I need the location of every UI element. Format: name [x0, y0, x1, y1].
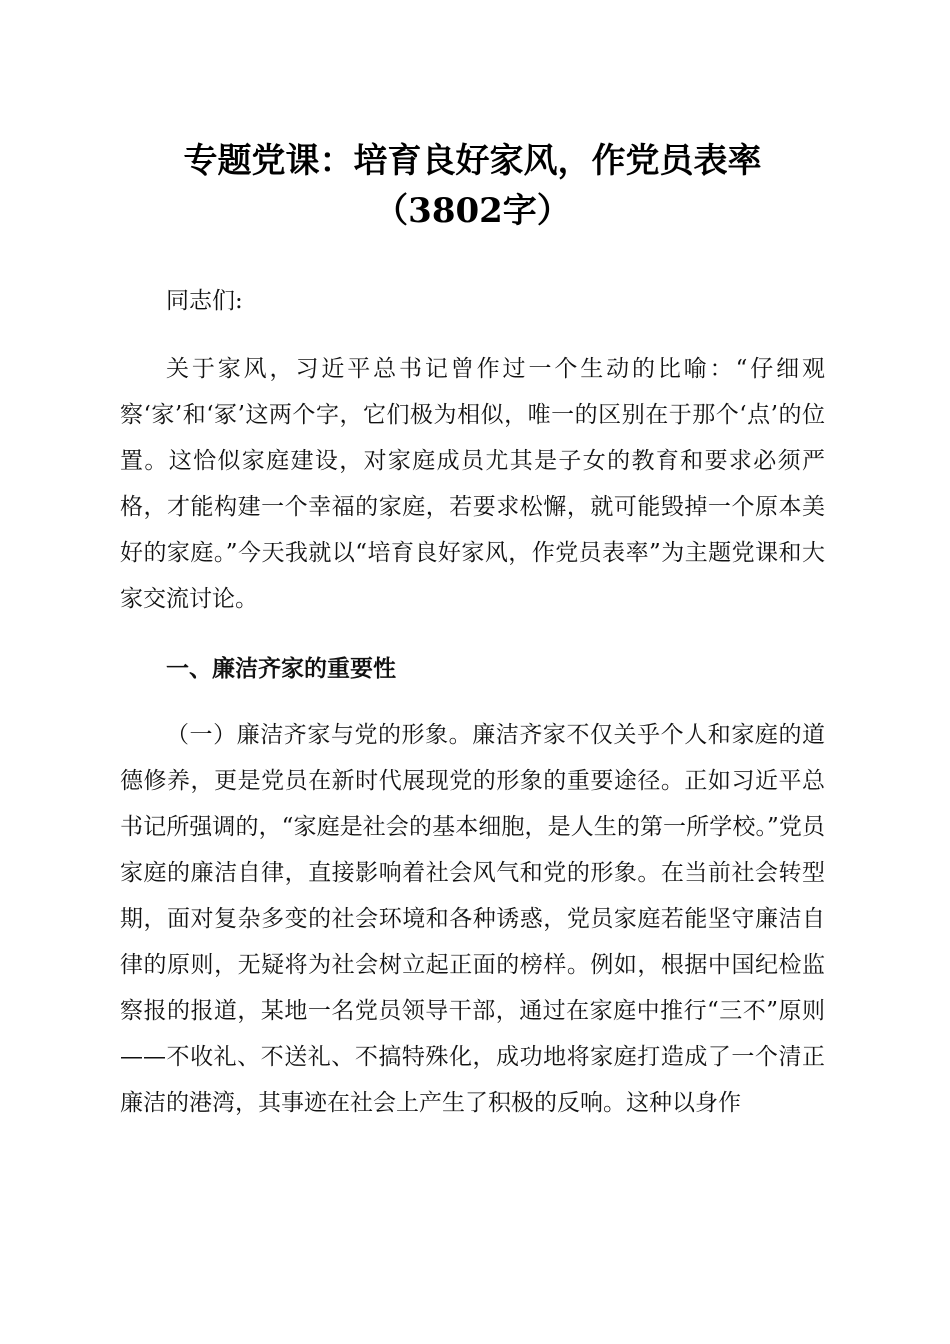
section-heading: 一、廉洁齐家的重要性	[166, 656, 396, 682]
document-title: 专题党课：培育良好家风，作党员表率（3802字）	[183, 141, 762, 231]
intro-paragraph: 关于家风，习近平总书记曾作过一个生动的比喻：“仔细观察‘家’和‘冢’这两个字，它们极为相似，唯一的区别在于那个‘点’的位置。这恰似家庭建设，对家庭成员尤其是子女的教育和要求必须严格，才能构建一个幸福的家庭，若要求松懈，就可能毁掉一个原本美好的家庭。”今天我就以“培育良好家风，作党员表率”为主题党课和大家交流讨论。	[120, 356, 825, 612]
body-paragraph: （一）廉洁齐家与党的形象。廉洁齐家不仅关乎个人和家庭的道德修养，更是党员在新时代展现党的形象的重要途径。正如习近平总书记所强调的，“家庭是社会的基本细胞，是人生的第一所学校。”党员家庭的廉洁自律，直接影响着社会风气和党的形象。在当前社会转型期，面对复杂多变的社会环境和各种诱惑，党员家庭若能坚守廉洁自律的原则，无疑将为社会树立起正面的榜样。例如，根据中国纪检监察报的报道，某地一名党员领导干部，通过在家庭中推行“三不”原则——不收礼、不送礼、不搞特殊化，成功地将家庭打造成了一个清正廉洁的港湾，其事迹在社会上产生了积极的反响。这种以身作	[120, 722, 825, 1116]
document-page	[120, 136, 825, 1126]
salutation: 同志们:	[166, 288, 243, 314]
